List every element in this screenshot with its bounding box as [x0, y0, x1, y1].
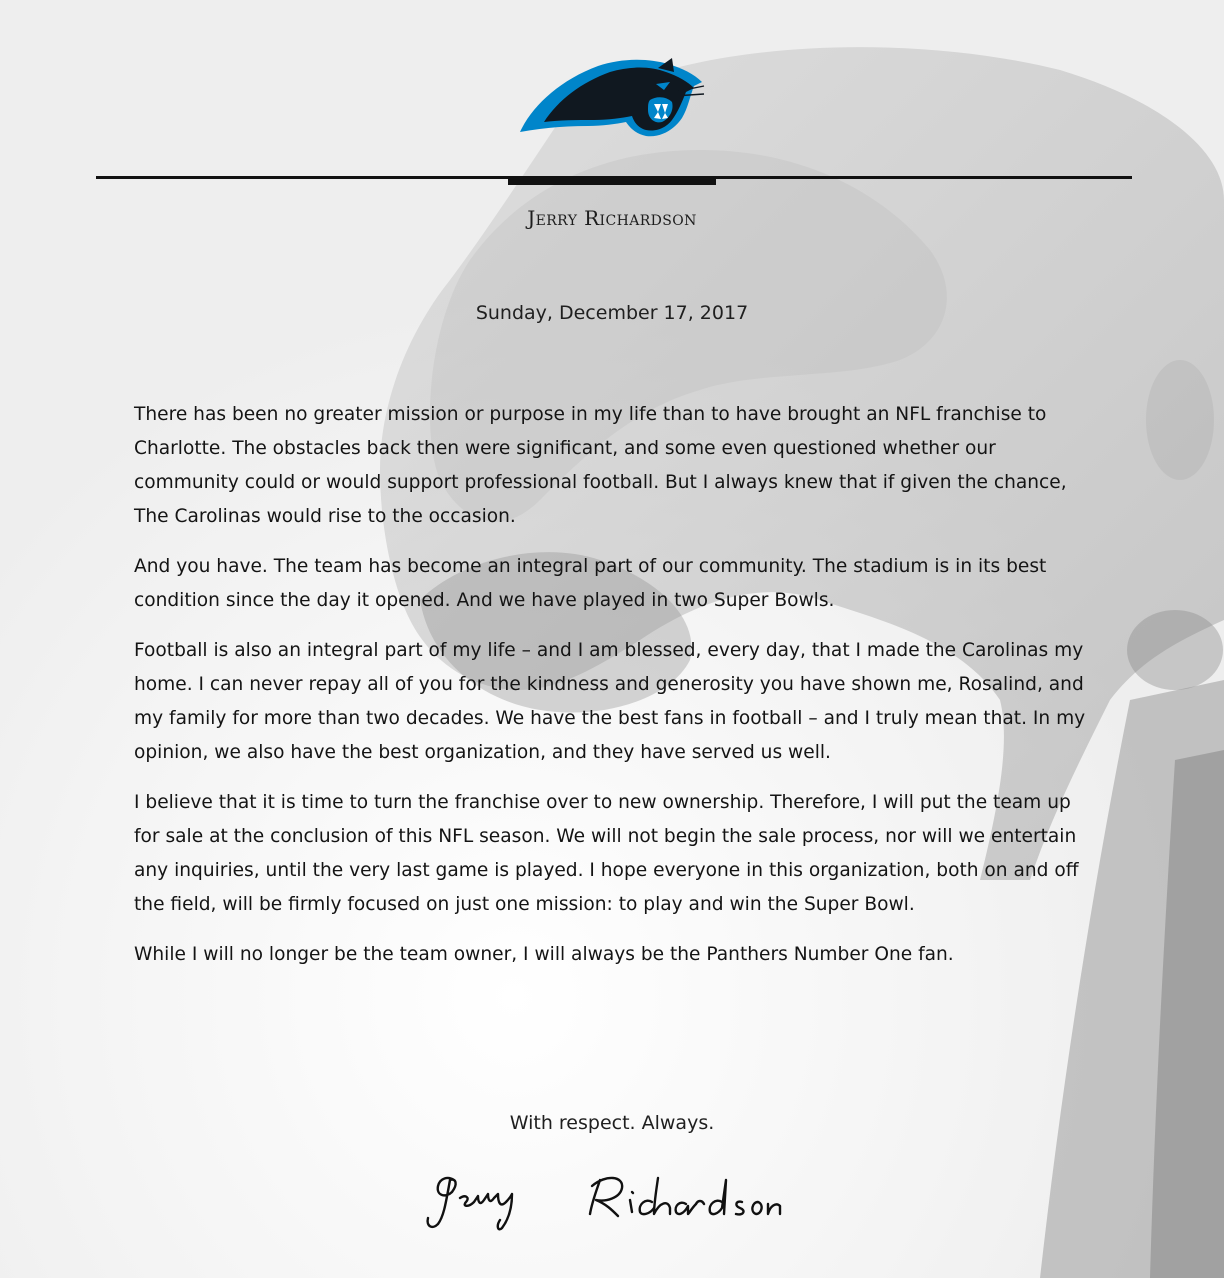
panther-head-logo-icon [518, 52, 710, 144]
letter-paragraph: And you have. The team has become an integral part of our community. The stadium is in its best condition since the day it opened. And we have played in two Super Bowls. [134, 556, 1047, 611]
letter-paragraph: There has been no greater mission or purpose in my life than to have brought an NFL franchise to Charlotte. The obstacles back then were significant, and some even questioned whether our community could or would support professional football. But I always knew that if given the chance, The Carolinas would rise to the occasion. [134, 404, 1067, 527]
letter-closing: With respect. Always. [509, 1112, 715, 1134]
letter-paragraph: I believe that it is time to turn the franchise over to new ownership. Therefore, I will put the team up for sale at the conclusion of this NFL season. We will not begin the sale process, nor will we entertain any inquiries, until the very last game is played. I hope everyone in this organization, both on and off the field, will be firmly focused on just one mission: to play and win the Super Bowl. [134, 792, 1079, 915]
letterhead-rule-accent [508, 176, 716, 185]
letterhead-author: Jerry Richardson [527, 206, 697, 230]
letter-paragraph: While I will no longer be the team owner, I will always be the Panthers Number One fan. [134, 944, 954, 965]
letter-date: Sunday, December 17, 2017 [475, 302, 749, 324]
letter-paragraph: Football is also an integral part of my life – and I am blessed, every day, that I made the Carolinas my home. I can never repay all of you for the kindness and generosity you have shown me, Rosalind, and my family for more than two decades. We have the best fans in football – and I truly mean that. In my opinion, we also have the best organization, and they have served us well. [134, 640, 1086, 763]
handwritten-signature [420, 1158, 820, 1242]
letter-body [134, 398, 1099, 988]
